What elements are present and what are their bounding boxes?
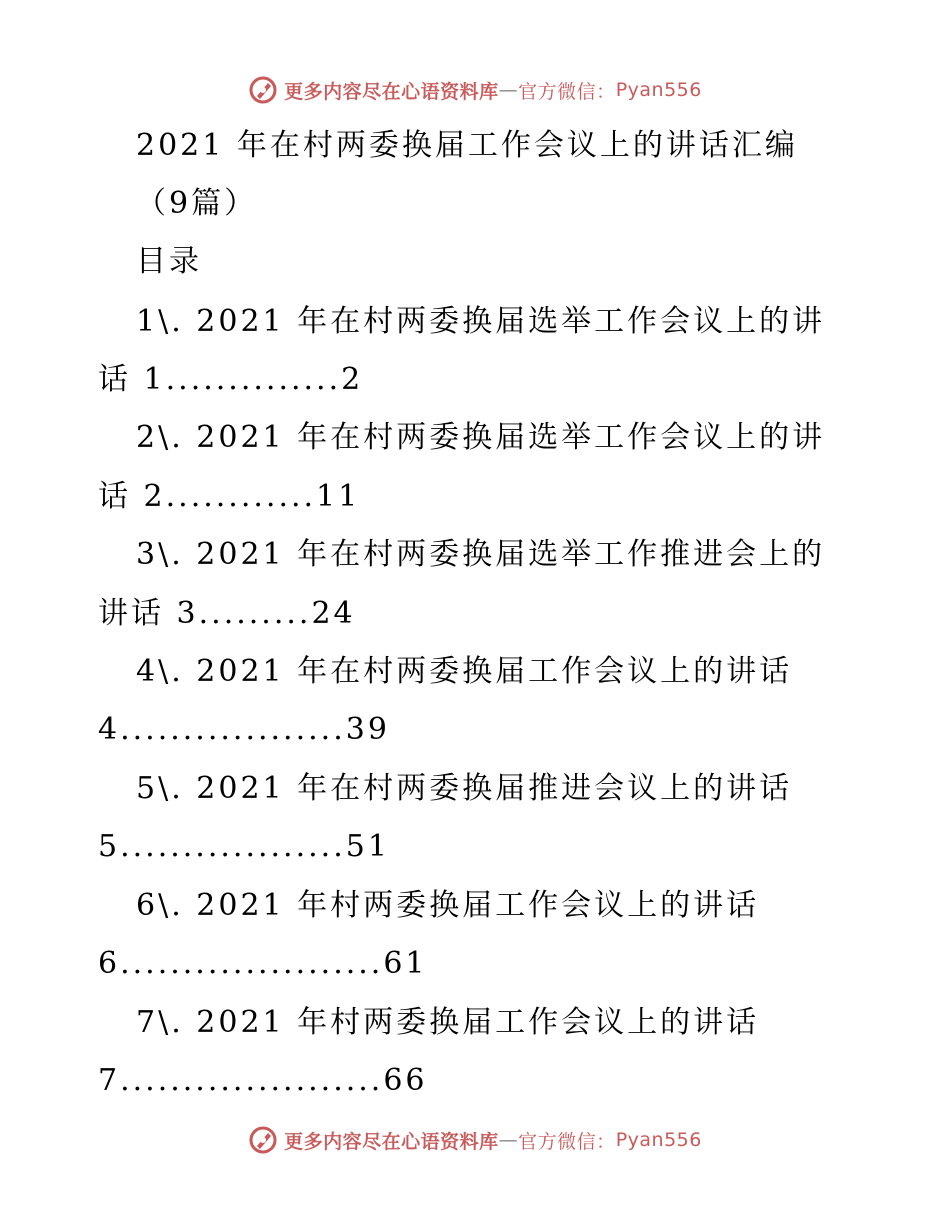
banner-dash: — bbox=[498, 1129, 519, 1151]
toc-entry-2-line-2: 话 2............11 bbox=[98, 479, 361, 514]
wechat-id: Pyan556 bbox=[615, 79, 702, 101]
pen-logo-icon bbox=[248, 75, 278, 105]
document-title-line-1: 2021 年在村两委换届工作会议上的讲话汇编 bbox=[136, 128, 798, 163]
brand-text: 更多内容尽在心语资料库 bbox=[284, 80, 499, 103]
toc-entry-7-line-1: 7\. 2021 年村两委换届工作会议上的讲话 bbox=[136, 1005, 760, 1040]
brand-text: 更多内容尽在心语资料库 bbox=[284, 1130, 499, 1153]
header-banner bbox=[0, 70, 950, 110]
pen-logo-icon bbox=[248, 1125, 278, 1155]
toc-entry-3-line-2: 讲话 3.........24 bbox=[98, 596, 356, 631]
wechat-label: 官方微信： bbox=[518, 1130, 616, 1153]
toc-entry-6-line-2: 6.....................61 bbox=[98, 946, 428, 981]
toc-entry-3-line-1: 3\. 2021 年在村两委换届选举工作推进会上的 bbox=[136, 537, 826, 572]
toc-entry-4-line-2: 4..................39 bbox=[98, 712, 390, 747]
toc-entry-5-line-2: 5..................51 bbox=[98, 829, 390, 864]
wechat-label: 官方微信： bbox=[518, 80, 616, 103]
toc-entry-4-line-1: 4\. 2021 年在村两委换届工作会议上的讲话 bbox=[136, 654, 793, 689]
banner-dash: — bbox=[498, 79, 519, 101]
toc-entry-5-line-1: 5\. 2021 年在村两委换届推进会议上的讲话 bbox=[136, 771, 793, 806]
wechat-id: Pyan556 bbox=[615, 1129, 702, 1151]
toc-heading: 目录 bbox=[136, 244, 202, 279]
footer-banner bbox=[0, 1120, 950, 1160]
toc-entry-2-line-1: 2\. 2021 年在村两委换届选举工作会议上的讲 bbox=[136, 420, 826, 455]
toc-entry-7-line-2: 7.....................66 bbox=[98, 1063, 428, 1098]
toc-entry-1-line-1: 1\. 2021 年在村两委换届选举工作会议上的讲 bbox=[136, 304, 826, 339]
toc-entry-6-line-1: 6\. 2021 年村两委换届工作会议上的讲话 bbox=[136, 888, 760, 923]
document-title-line-2: （9篇） bbox=[136, 186, 258, 221]
toc-entry-1-line-2: 话 1..............2 bbox=[98, 362, 364, 397]
